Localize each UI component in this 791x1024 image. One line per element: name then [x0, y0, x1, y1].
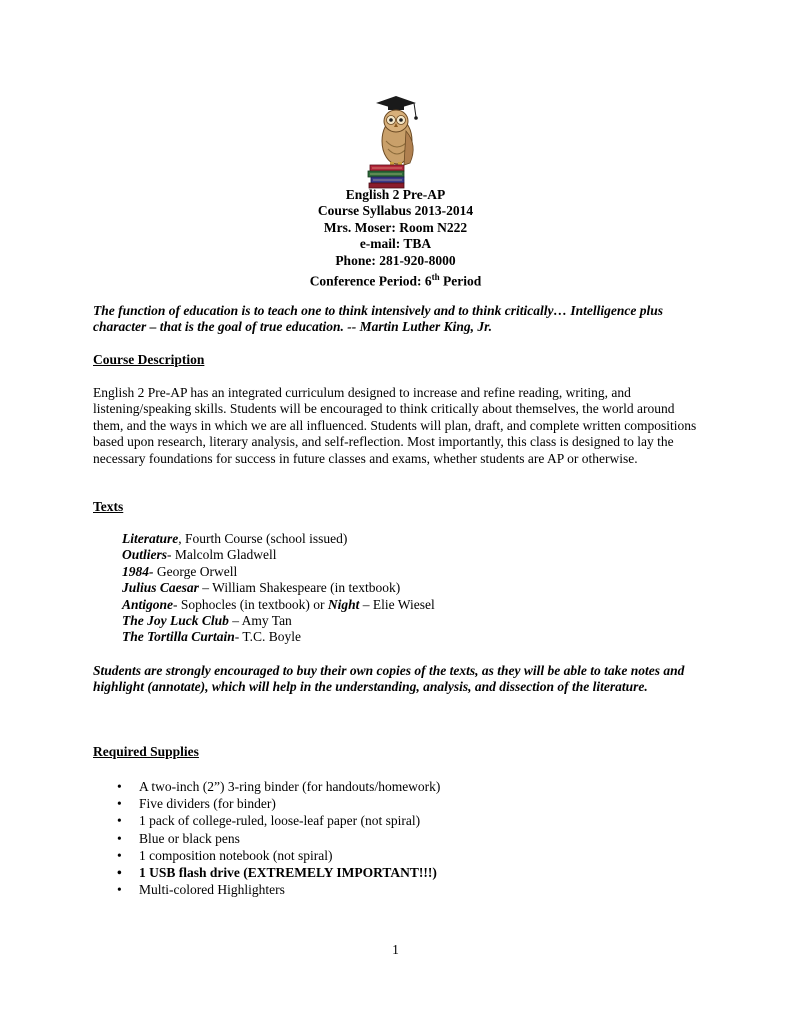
bullet-icon: • [117, 847, 122, 863]
supply-item: • Blue or black pens [117, 830, 240, 846]
bullet-icon: • [117, 779, 122, 794]
teacher-room: Mrs. Moser: Room N222 [323, 219, 468, 235]
text-item: 1984- George Orwell [122, 563, 238, 579]
text-item: The Tortilla Curtain- T.C. Boyle [122, 629, 302, 645]
supply-item: • Five dividers (for binder) [117, 796, 276, 812]
bullet-icon: • [117, 796, 122, 812]
bullet-icon: • [117, 830, 122, 846]
required-supplies-heading: Required Supplies [93, 744, 199, 759]
supply-item: • 1 composition notebook (not spiral) [117, 847, 333, 863]
supply-item: • A two-inch (2”) 3-ring binder (for handouts/homework) [117, 779, 441, 794]
texts-heading: Texts [93, 499, 124, 514]
text-item: Outliers- Malcolm Gladwell [122, 547, 277, 563]
course-title: English 2 Pre-AP [345, 187, 446, 202]
course-description-body: English 2 Pre-AP has an integrated curriculum designed to increase and refine reading, writing, and listening/speaking skills. Students will be encouraged to think critically about themselves, the world around them, and the ways in which we are all influenced. Students will plan, draft, and complete written compositions based upon research, literary analysis, and self-reflection. Most importantly, this class is designed to lay the necessary foundations for success in future classes and exams, whether students are AP or otherwise. [93, 385, 697, 466]
mlk-quote: The function of education is to teach one to think intensively and to think critically… Intelligence plus character – that is the goal of true education. -- Martin Luther King, Jr. [93, 303, 664, 335]
text-item: The Joy Luck Club – Amy Tan [122, 613, 292, 629]
supplies-list [117, 778, 440, 898]
texts-notice: Students are strongly encouraged to buy their own copies of the texts, as they will be able to take notes and highlight (annotate), which will help in the understanding, analysis, and dissection of the literature. [93, 663, 685, 695]
supply-item: • 1 pack of college-ruled, loose-leaf paper (not spiral) [117, 813, 421, 829]
bullet-icon: • [117, 813, 122, 829]
supply-item: • 1 USB flash drive (EXTREMELY IMPORTANT!!!) [117, 865, 437, 881]
text-item: Antigone- Sophocles (in textbook) or Night – Elie Wiesel [122, 596, 435, 612]
phone-line: Phone: 281-920-8000 [335, 252, 456, 268]
conference-period: Conference Period: 6th Period [309, 272, 482, 289]
texts-list [122, 531, 435, 646]
bullet-icon: • [117, 882, 122, 898]
email-line: e-mail: TBA [359, 236, 432, 252]
supply-item: • Multi-colored Highlighters [117, 882, 285, 898]
syllabus-title: Course Syllabus 2013-2014 [317, 203, 474, 219]
syllabus-header [0, 187, 791, 290]
text-item: Literature, Fourth Course (school issued) [122, 531, 348, 546]
bullet-icon: • [117, 865, 122, 881]
text-item: Julius Caesar – William Shakespeare (in textbook) [122, 580, 401, 596]
owl-logo-icon [366, 93, 422, 189]
page-number: 1 [392, 942, 399, 957]
course-description-heading: Course Description [93, 352, 205, 367]
